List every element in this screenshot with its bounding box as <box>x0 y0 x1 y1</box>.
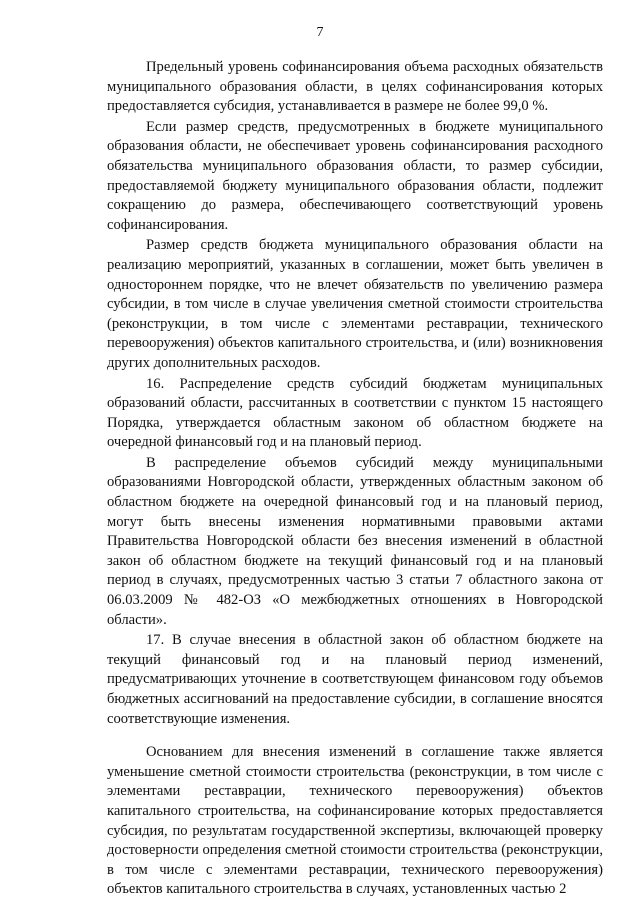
paragraph-amendment-basis: Основанием для внесения изменений в соглашение также является уменьшение сметной стоимости строительства (реконструкции, в том числе с элементами реставрации, технического перевооружения) объектов капитального строительства, на софинансирование которых предоставляется субсидия, по результатам государственной экспертизы, включающей проверку достоверности определения сметной стоимости строительства (реконструкции, в том числе с элементами реставрации, технического перевооружения) объектов капитального строительства в случаях, установленных частью 2 <box>107 744 603 898</box>
paragraph-item-17: 17. В случае внесения в областной закон об областном бюджете на текущий финансовый год и на плановый период изменений, предусматривающих уточнение в соответствующем финансовом году объемов бюджетных ассигнований на предоставление субсидии, в соглашение вносятся соответствующие изменения. <box>107 632 603 727</box>
paragraph-budget-shortfall: Если размер средств, предусмотренных в бюджете муниципального образования области, не обеспечивает уровень софинансирования расходного обязательства муниципального образования области, то размер субсидии, предоставляемой бюджету муниципального образования области, подлежит сокращению до размера, обеспечивающего соответствующий уровень софинансирования. <box>107 118 603 233</box>
paragraph-item-16: 16. Распределение средств субсидий бюджетам муниципальных образований области, рассчитанных в соответствии с пунктом 15 настоящего Порядка, утверждается областным законом об областном бюджете на очередной финансовый год и на плановый период. <box>107 375 603 451</box>
paragraph-budget-increase: Размер средств бюджета муниципального образования области на реализацию мероприятий, указанных в соглашении, может быть увеличен в одностороннем порядке, что не влечет обязательств по увеличению размера субсидии, в том числе в случае увеличения сметной стоимости строительства (реконструкции, в том числе с элементами реставрации, технического перевооружения) объектов капитального строительства, и (или) возникновения других дополнительных расходов. <box>107 237 603 371</box>
paragraph-distribution-changes: В распределение объемов субсидий между муниципальными образованиями Новгородской области, утвержденных областным законом об областном бюджете на очередной финансовый год и на плановый период, могут быть внесены изменения нормативными правовыми актами Правительства Новгородской области без внесения изменений в областной закон об областном бюджете на текущий финансовый год и на плановый период в случаях, предусмотренных частью 3 статьи 7 областного закона от 06.03.2009 № 482-ОЗ «О межбюджетных отношениях в Новгородской области». <box>107 454 603 628</box>
document-body <box>107 58 603 900</box>
page-number: 7 <box>316 25 324 40</box>
paragraph-cofinancing-limit: Предельный уровень софинансирования объема расходных обязательств муниципального образования области, в целях софинансирования которых предоставляется субсидия, устанавливается в размере не более 99,0 %. <box>107 59 603 115</box>
